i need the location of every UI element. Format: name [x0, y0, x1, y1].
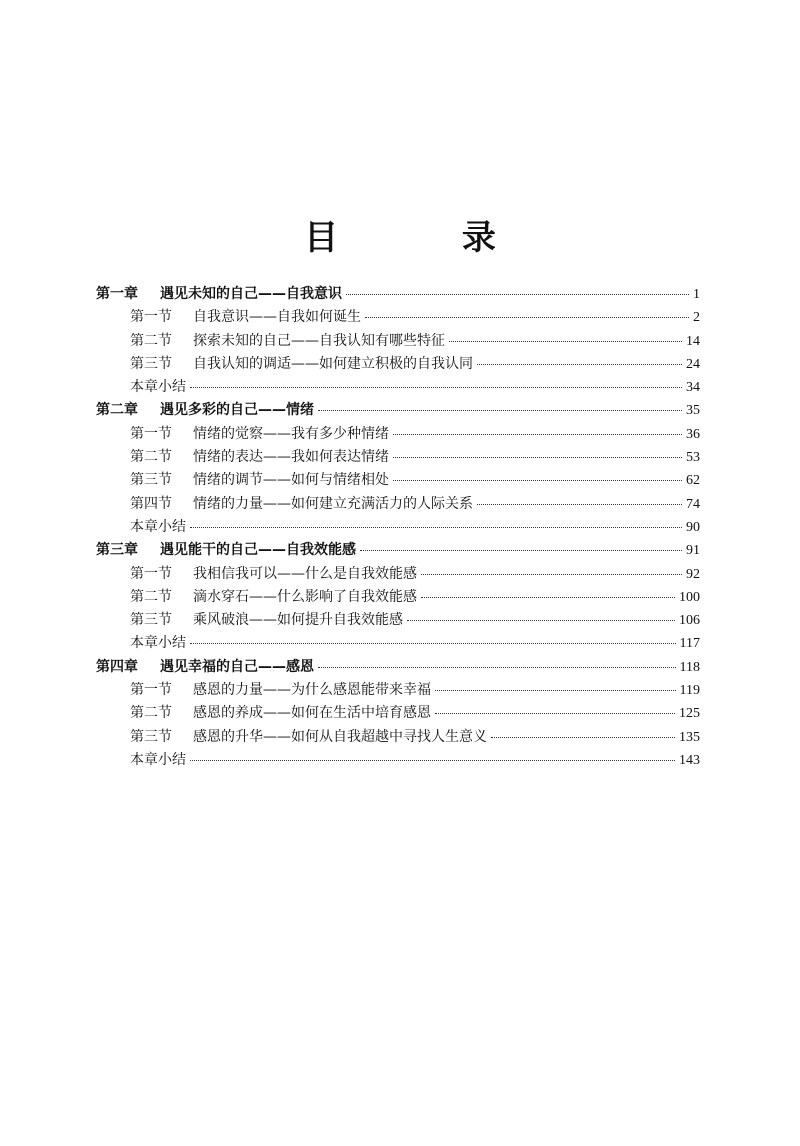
toc-section[interactable] — [96, 306, 700, 329]
toc-chapter[interactable] — [96, 539, 700, 562]
section-title: 感恩的养成——如何在生活中培育感恩 — [193, 705, 431, 722]
chapter-number: 第三章 — [96, 542, 138, 559]
toc-section[interactable] — [96, 702, 700, 725]
section-title: 乘风破浪——如何提升自我效能感 — [193, 612, 403, 629]
section-title: 自我认知的调适——如何建立积极的自我认同 — [193, 355, 473, 372]
toc-section[interactable] — [96, 679, 700, 702]
section-title: 滴水穿石——什么影响了自我效能感 — [193, 588, 417, 605]
toc-section[interactable] — [96, 469, 700, 492]
section-number: 第四节 — [130, 495, 172, 512]
dot-leader — [393, 480, 682, 481]
page-number: 92 — [686, 566, 700, 582]
section-number: 第三节 — [130, 355, 172, 372]
page-number: 53 — [686, 450, 700, 466]
chapter-number: 第二章 — [96, 402, 138, 419]
page-number: 35 — [686, 403, 700, 419]
section-number: 第一节 — [130, 309, 172, 326]
dot-leader — [421, 597, 675, 598]
page-number: 24 — [686, 356, 700, 372]
dot-leader — [346, 294, 689, 295]
dot-leader — [190, 387, 682, 388]
toc-section[interactable] — [96, 423, 700, 446]
toc-section[interactable] — [96, 609, 700, 632]
toc-summary[interactable] — [96, 632, 700, 655]
page-number: 117 — [679, 636, 700, 652]
toc-summary[interactable] — [96, 516, 700, 539]
page-number: 125 — [679, 706, 700, 722]
page-number: 143 — [679, 752, 700, 768]
page-number: 34 — [686, 380, 700, 396]
section-title: 情绪的表达——我如何表达情绪 — [193, 449, 389, 466]
dot-leader — [435, 690, 676, 691]
page-number: 14 — [686, 333, 700, 349]
dot-leader — [491, 737, 675, 738]
page-number: 1 — [693, 287, 700, 302]
dot-leader — [365, 317, 689, 318]
page-number: 91 — [686, 543, 700, 559]
dot-leader — [190, 760, 675, 761]
page-number: 119 — [679, 683, 700, 699]
summary-title: 本章小结 — [130, 518, 186, 535]
section-number: 第一节 — [130, 682, 172, 699]
dot-leader — [190, 643, 676, 644]
section-number: 第二节 — [130, 449, 172, 466]
section-title: 自我意识——自我如何诞生 — [193, 309, 361, 326]
chapter-title: 遇见能干的自己——自我效能感 — [160, 542, 356, 559]
section-title: 感恩的力量——为什么感恩能带来幸福 — [193, 682, 431, 699]
page-number: 90 — [686, 519, 700, 535]
dot-leader — [421, 574, 682, 575]
dot-leader — [318, 410, 682, 411]
toc-chapter[interactable] — [96, 399, 700, 422]
section-title: 感恩的升华——如何从自我超越中寻找人生意义 — [193, 728, 487, 745]
dot-leader — [318, 667, 676, 668]
chapter-number: 第一章 — [96, 286, 138, 302]
page-title: 目 录 — [304, 218, 552, 258]
dot-leader — [435, 713, 675, 714]
toc-section[interactable] — [96, 563, 700, 586]
dot-leader — [360, 550, 682, 551]
page-number: 135 — [679, 729, 700, 745]
page-number: 74 — [686, 496, 700, 512]
page-number: 118 — [679, 659, 700, 675]
section-number: 第二节 — [130, 332, 172, 349]
section-number: 第三节 — [130, 728, 172, 745]
section-title: 情绪的觉察——我有多少种情绪 — [193, 425, 389, 442]
section-number: 第一节 — [130, 565, 172, 582]
section-number: 第二节 — [130, 705, 172, 722]
toc-chapter[interactable] — [96, 283, 700, 306]
section-number: 第三节 — [130, 472, 172, 489]
dot-leader — [190, 527, 682, 528]
page-number: 100 — [679, 589, 700, 605]
section-title: 情绪的力量——如何建立充满活力的人际关系 — [193, 495, 473, 512]
toc-section[interactable] — [96, 353, 700, 376]
section-title: 情绪的调节——如何与情绪相处 — [193, 472, 389, 489]
section-title: 探索未知的自己——自我认知有哪些特征 — [193, 332, 445, 349]
chapter-number: 第四章 — [96, 658, 138, 675]
dot-leader — [393, 457, 682, 458]
toc-section[interactable] — [96, 493, 700, 516]
toc-summary[interactable] — [96, 749, 700, 772]
chapter-title: 遇见多彩的自己——情绪 — [160, 402, 314, 419]
dot-leader — [477, 364, 682, 365]
toc-section[interactable] — [96, 586, 700, 609]
section-number: 第二节 — [130, 588, 172, 605]
toc-section[interactable] — [96, 726, 700, 749]
chapter-title: 遇见幸福的自己——感恩 — [160, 658, 314, 675]
table-of-contents — [96, 283, 700, 772]
toc-section[interactable] — [96, 330, 700, 353]
page-number: 36 — [686, 426, 700, 442]
dot-leader — [449, 341, 682, 342]
dot-leader — [477, 504, 682, 505]
dot-leader — [393, 434, 682, 435]
summary-title: 本章小结 — [130, 635, 186, 652]
summary-title: 本章小结 — [130, 751, 186, 768]
section-title: 我相信我可以——什么是自我效能感 — [193, 565, 417, 582]
toc-summary[interactable] — [96, 376, 700, 399]
dot-leader — [407, 620, 675, 621]
chapter-title: 遇见未知的自己——自我意识 — [160, 286, 342, 302]
page-number: 106 — [679, 613, 700, 629]
toc-section[interactable] — [96, 446, 700, 469]
page-number: 62 — [686, 473, 700, 489]
page-number: 2 — [693, 310, 700, 326]
toc-chapter[interactable] — [96, 656, 700, 679]
summary-title: 本章小结 — [130, 379, 186, 396]
section-number: 第三节 — [130, 612, 172, 629]
section-number: 第一节 — [130, 425, 172, 442]
